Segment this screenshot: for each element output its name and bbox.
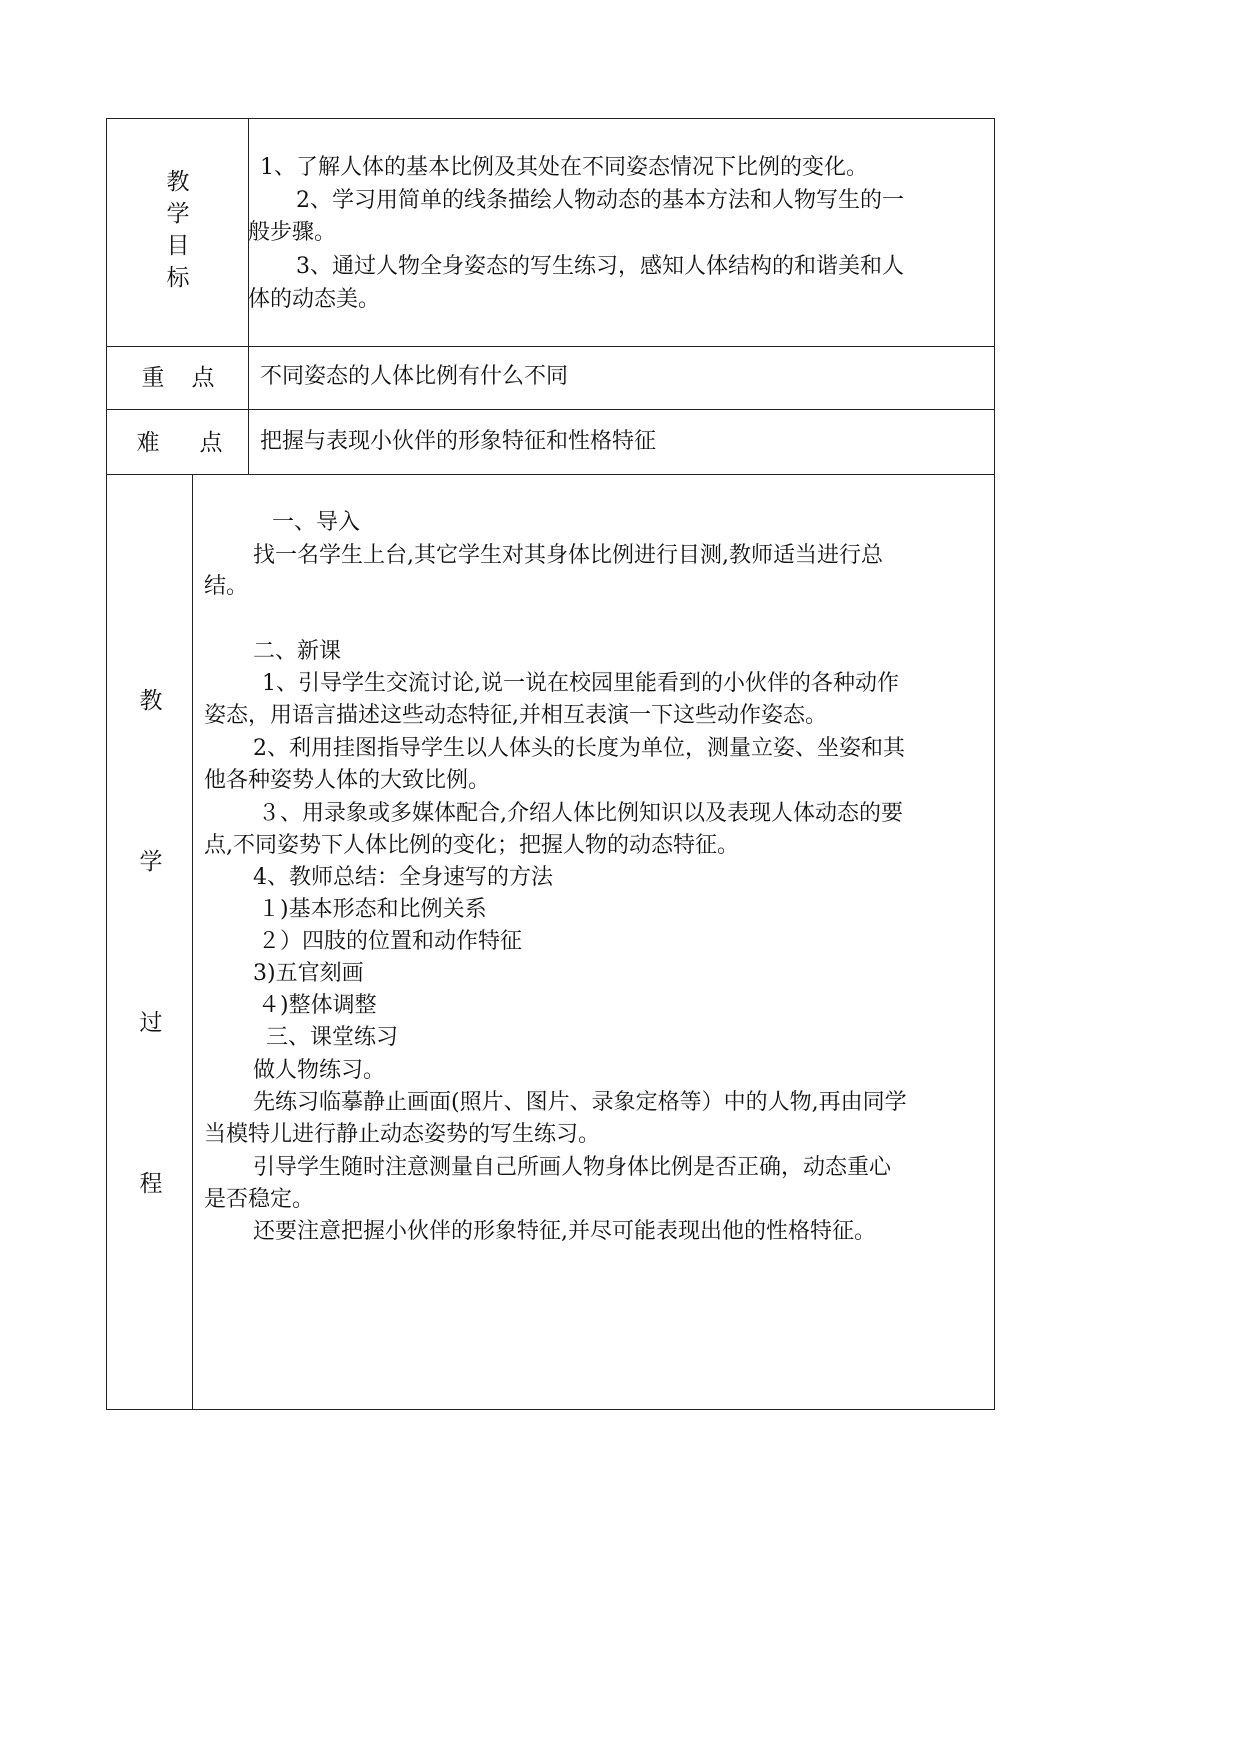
process-label-char: 程 — [139, 1171, 163, 1197]
process-list-item: １)基本形态和比例关系 — [258, 897, 487, 922]
objectives-label-char: 学 — [166, 201, 190, 227]
process-line: 2、利用挂图指导学生以人体头的长度为单位，测量立姿、坐姿和其 — [253, 736, 905, 761]
objectives-label-char: 教 — [166, 169, 190, 195]
process-list-item: ４)整体调整 — [258, 993, 377, 1018]
process-line: 是否稳定。 — [204, 1187, 315, 1212]
process-line: 结。 — [204, 574, 249, 599]
process-line: 1、引导学生交流讨论,说一说在校园里能看到的小伙伴的各种动作 — [262, 671, 899, 696]
row-divider-difficulty — [106, 474, 995, 475]
process-heading: 三、课堂练习 — [266, 1025, 399, 1050]
process-line: 他各种姿势人体的大致比例。 — [204, 768, 491, 793]
process-heading: 一、导入 — [272, 510, 361, 535]
objective-line: 3、通过人物全身姿态的写生练习，感知人体结构的和谐美和人 — [296, 254, 904, 279]
objective-line: 2、学习用简单的线条描绘人物动态的基本方法和人物写生的一 — [296, 188, 904, 213]
process-line: 点,不同姿势下人体比例的变化；把握人物的动态特征。 — [204, 833, 739, 858]
process-line: 4、教师总结：全身速写的方法 — [253, 865, 553, 890]
objectives-label-char: 目 — [166, 233, 190, 259]
objective-line: 1、了解人体的基本比例及其处在不同姿态情况下比例的变化。 — [260, 155, 868, 180]
process-heading: 二、新课 — [253, 639, 342, 664]
process-list-item: ２）四肢的位置和动作特征 — [258, 929, 523, 954]
difficulty-label-char: 难 — [136, 430, 160, 456]
process-label-char: 教 — [139, 688, 163, 714]
key-point-label-char: 点 — [191, 365, 215, 391]
objective-line: 般步骤。 — [248, 220, 337, 245]
process-label-char: 学 — [139, 849, 163, 875]
process-line: 做人物练习。 — [253, 1058, 386, 1083]
key-point-label-char: 重 — [141, 365, 165, 391]
difficulty-label-char: 点 — [199, 430, 223, 456]
process-line: 姿态，用语言描述这些动态特征,并相互表演一下这些动作姿态。 — [204, 703, 827, 728]
column-divider-process — [192, 474, 193, 1410]
process-line: 找一名学生上台,其它学生对其身体比例进行目测,教师适当进行总 — [253, 543, 883, 568]
process-label-char: 过 — [139, 1010, 163, 1036]
process-line: 还要注意把握小伙伴的形象特征,并尽可能表现出他的性格特征。 — [253, 1219, 876, 1244]
difficulty-text: 把握与表现小伙伴的形象特征和性格特征 — [260, 429, 657, 454]
process-line: 先练习临摹静止画面(照片、图片、录象定格等）中的人物,再由同学 — [253, 1090, 907, 1115]
process-line: ３、用录象或多媒体配合,介绍人体比例知识以及表现人体动态的要 — [258, 801, 903, 826]
row-divider-objectives — [106, 346, 995, 347]
objectives-label-char: 标 — [166, 265, 190, 291]
process-line: 当模特儿进行静止动态姿势的写生练习。 — [204, 1122, 601, 1147]
process-list-item: 3)五官刻画 — [253, 961, 364, 986]
key-point-text: 不同姿态的人体比例有什么不同 — [260, 364, 569, 389]
objective-line: 体的动态美。 — [248, 287, 381, 312]
row-divider-key-point — [106, 409, 995, 410]
process-line: 引导学生随时注意测量自己所画人物身体比例是否正确，动态重心 — [253, 1155, 892, 1180]
